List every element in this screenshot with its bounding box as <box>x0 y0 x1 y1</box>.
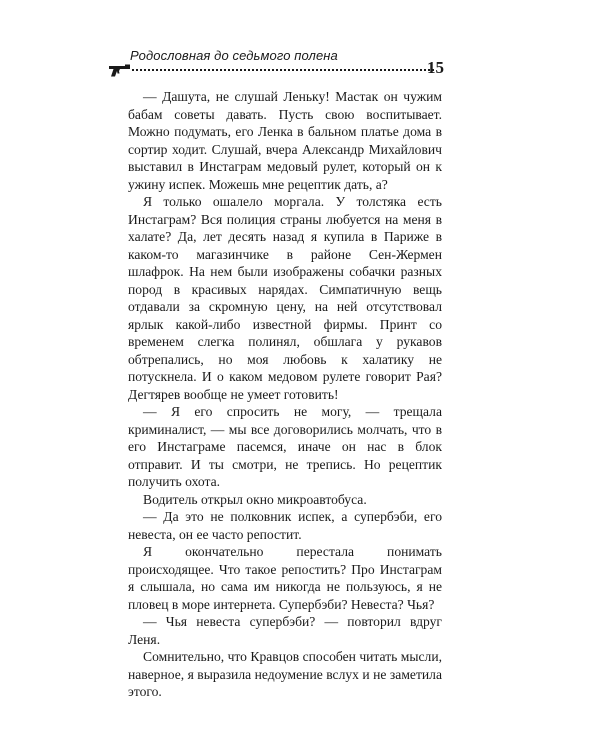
paragraph: Я окончательно перестала понимать происходящее. Что такое репостить? Про Инстаграм я слышала, но сама им никогда не пользуюсь, я не пловец в море интернета. Супербэби? Невеста? Чья? <box>128 544 442 612</box>
paragraph: — Я его спросить не могу, — трещала криминалист, — мы все договорились молчать, что в его Инстаграме пасемся, иначе он нас в блок отправит. И ты смотри, не трепись. Но рецептик получить охота. <box>128 404 442 489</box>
paragraph: — Да это не полковник испек, а супербэби, его невеста, он ее часто репостит. <box>128 509 442 542</box>
page-number: 15 <box>427 58 444 77</box>
header-dotted-rule <box>132 69 434 71</box>
running-title: Родословная до седьмого полена <box>130 48 338 63</box>
page-body <box>128 88 442 701</box>
revolver-icon <box>108 62 132 80</box>
page-header <box>108 48 448 86</box>
paragraph: Водитель открыл окно микроавтобуса. <box>143 491 367 507</box>
paragraph: — Чья невеста супербэби? — повторил вдруг Леня. <box>128 614 442 647</box>
paragraph: — Дашута, не слушай Леньку! Мастак он чужим бабам советы давать. Пусть свою воспитывает. Можно подумать, его Ленка в бальном платье дома в сортир ходит. Слушай, вчера Александр Михайлович выставил в Инстаграм медовый рулет, который он к ужину испек. Можешь мне рецептик дать, а? <box>128 89 442 192</box>
paragraph: Сомнительно, что Кравцов способен читать мысли, наверное, я выразила недоумение вслух и не заметила этого. <box>128 649 442 699</box>
paragraph: Я только ошалело моргала. У толстяка есть Инстаграм? Вся полиция страны любуется на меня в халате? Да, лет десять назад я купила в Париже в каком-то магазинчике в районе Сен-Жермен шлафрок. На нем были изображены собачки разных пород в красивых нарядах. Симпатичную вещь отдавали за скромную цену, на ней отсутствовал ярлык какой-либо известной фирмы. Принт со временем слегка полинял, обшлага у рукавов обтрепались, но моя любовь к халатику не потускнела. И о каком медовом рулете говорит Рая? Дегтярев вообще не умеет готовить! <box>128 194 442 402</box>
